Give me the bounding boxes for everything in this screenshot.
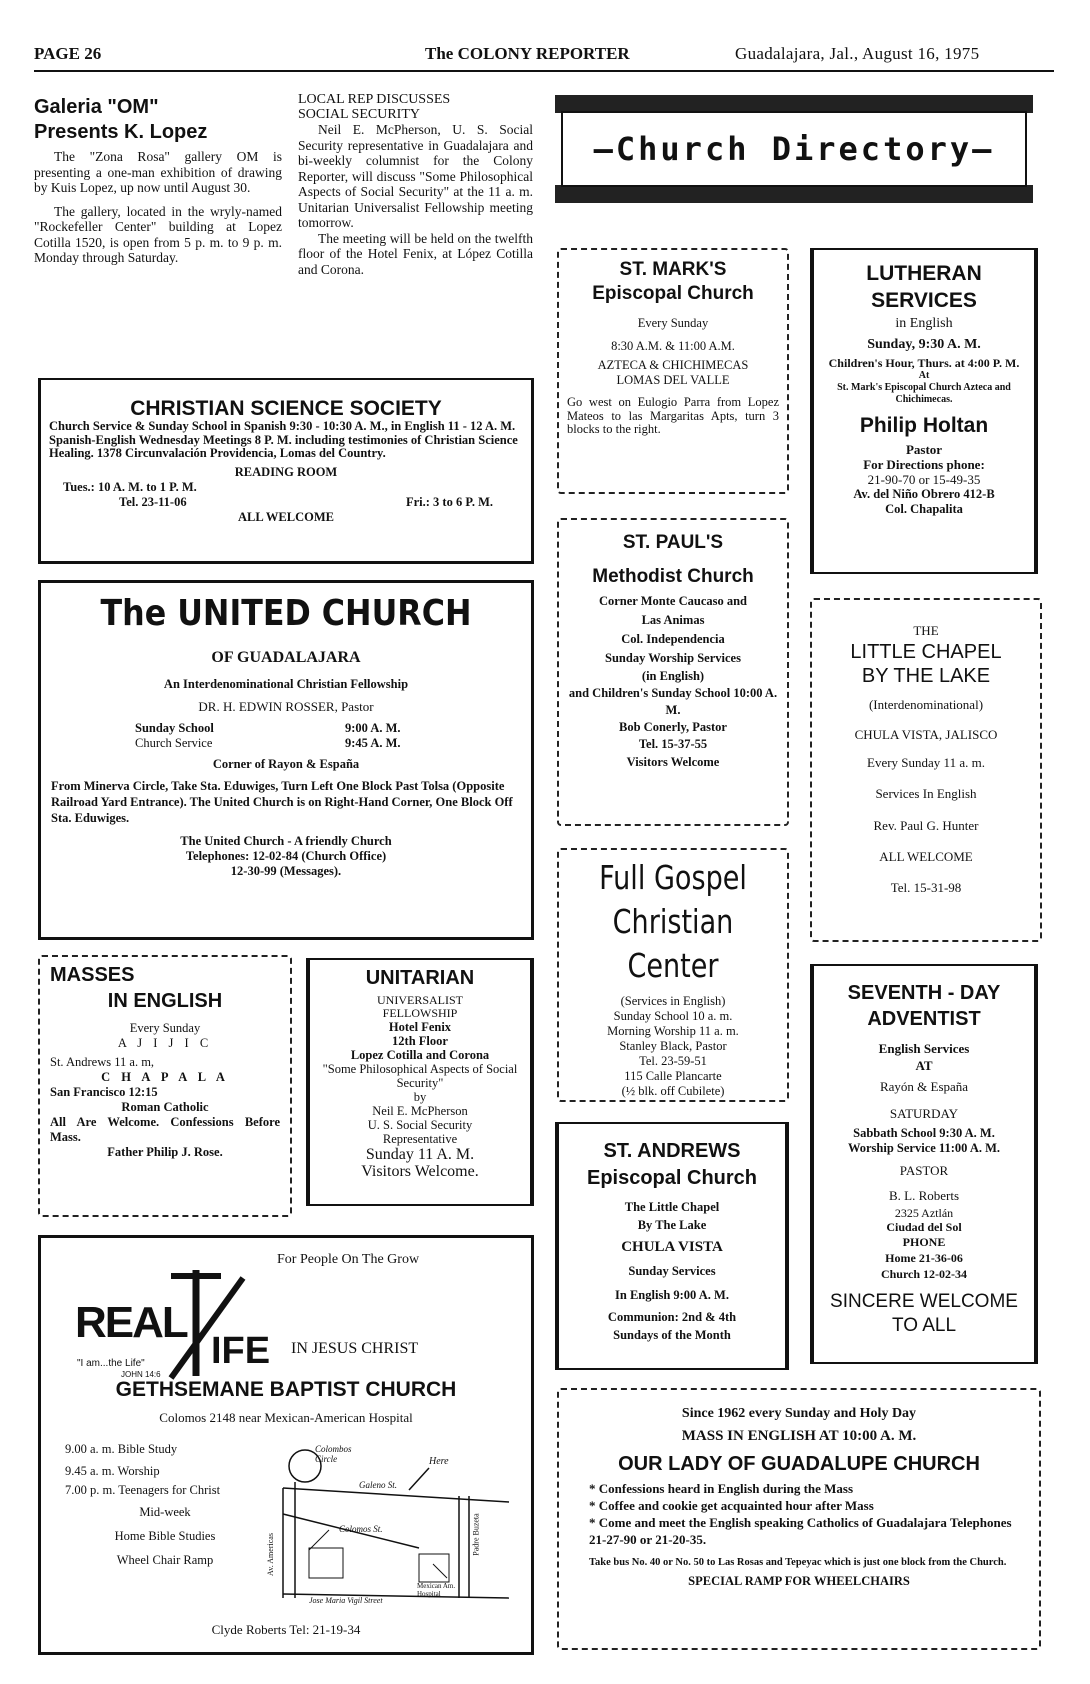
galeria-subtitle: Presents K. Lopez <box>34 121 208 143</box>
unitarian-line: by <box>413 1090 427 1104</box>
lutheran-line: Col. Chapalita <box>885 502 963 516</box>
map-label: Colombos Circle <box>315 1444 352 1464</box>
st-andrews-line: Communion: 2nd & 4th <box>607 1310 737 1324</box>
adventist-line: B. L. Roberts <box>888 1188 960 1203</box>
map-label: Jose Maria Vigil Street <box>309 1596 383 1605</box>
unitarian-line: Neil E. McPherson <box>372 1104 468 1118</box>
schedule-item: 7.00 p. m. Teenagers for Christ <box>65 1483 221 1497</box>
st-pauls-line: Bob Conerly, Pastor <box>619 720 727 734</box>
unitarian-line: UNIVERSALIST <box>377 993 463 1007</box>
guadalupe-title: OUR LADY OF GUADALUPE CHURCH <box>618 1453 980 1475</box>
cs-title: CHRISTIAN SCIENCE SOCIETY <box>130 397 442 420</box>
adventist-line: PASTOR <box>899 1163 949 1178</box>
masses-ad <box>38 955 292 1217</box>
united-time: 9:45 A. M. <box>345 736 401 750</box>
united-item: Sunday School <box>135 721 214 735</box>
location-map <box>265 1438 519 1606</box>
directory-title: —Church Directory— <box>593 130 995 168</box>
masses-town: A J I J I C <box>117 1036 213 1050</box>
st-andrews-line: CHULA VISTA <box>621 1239 723 1255</box>
adventist-line: Rayón & España <box>879 1079 969 1094</box>
adventist-subtitle: ADVENTIST <box>867 1008 981 1030</box>
united-time: 9:00 A. M. <box>345 721 401 735</box>
united-phones: Telephones: 12-02-84 (Church Office) <box>185 849 387 863</box>
dateline: Guadalajara, Jal., August 16, 1975 <box>735 44 980 63</box>
guadalupe-ad <box>557 1388 1041 1650</box>
masses-town: C H A P A L A <box>101 1070 229 1084</box>
logo-life: IFE <box>211 1330 271 1372</box>
united-schedule <box>51 721 521 751</box>
cs-reading-room: READING ROOM <box>234 464 338 479</box>
banner-frame <box>561 111 1027 187</box>
full-gospel-line: (½ blk. off Cubilete) <box>621 1084 725 1098</box>
schedule-item: Home Bible Studies <box>114 1529 216 1543</box>
banner-shade-bottom <box>555 185 1033 203</box>
localrep-title: LOCAL REP DISCUSSES <box>298 92 451 107</box>
st-andrews-title: ST. ANDREWS <box>603 1140 741 1162</box>
unitarian-line: Visitors Welcome. <box>361 1163 479 1180</box>
st-marks-ad <box>557 248 789 494</box>
lutheran-line: in English <box>895 316 953 331</box>
masses-subtitle: IN ENGLISH <box>107 990 223 1012</box>
united-directions: From Minerva Circle, Take Sta. Eduwiges, Turn Left One Block Past Tolsa (Opposite Railroad Yard Entrance). The United Church is on Right-Hand Corner, One Block Off Sta. Eduwiges. <box>51 779 513 825</box>
map-drawing <box>269 1438 519 1606</box>
adventist-line: Sabbath School 9:30 A. M. <box>853 1126 995 1140</box>
little-chapel-line: Tel. 15-31-98 <box>890 880 962 895</box>
united-fellowship: An Interdenominational Christian Fellowship <box>163 677 409 691</box>
header-rule <box>34 70 1054 72</box>
logo-quote: "I am...the Life" <box>77 1358 145 1369</box>
christian-science-ad <box>38 378 534 564</box>
map-label: Mexican Am. Hospital <box>417 1582 456 1598</box>
united-pastor: DR. H. EDWIN ROSSER, Pastor <box>198 699 374 714</box>
united-sub: OF GUADALAJARA <box>211 649 361 666</box>
lutheran-title: LUTHERAN <box>866 262 982 285</box>
lutheran-line: 21-90-70 or 15-49-35 <box>867 472 981 487</box>
united-corner: Corner of Rayon & España <box>212 757 360 771</box>
guadalupe-bullet: * Come and meet the English speaking Catholics of Guadalajara Telephones 21-27-90 or 21-20-35. <box>589 1515 1012 1547</box>
map-label: Padre Buzeta <box>471 1513 481 1556</box>
st-pauls-title: ST. PAUL'S <box>622 532 724 553</box>
gethsemane-schedule <box>65 1438 265 1572</box>
full-gospel-line: (Services in English) <box>620 994 726 1008</box>
united-title: The UNITED CHURCH <box>100 593 472 634</box>
adventist-line: Ciudad del Sol <box>886 1220 962 1234</box>
church-directory-banner <box>555 95 1033 203</box>
guadalupe-bus: Take bus No. 40 or No. 50 to Las Rosas and Tepeyac which is just one block from the Church. <box>589 1557 1007 1568</box>
unitarian-line: "Some Philosophical Aspects of Social Security" <box>322 1062 518 1090</box>
adventist-line: Church 12-02-34 <box>880 1267 968 1281</box>
cs-tel: Tel. 23-11-06 <box>119 494 187 509</box>
cs-welcome: ALL WELCOME <box>238 509 334 524</box>
guadalupe-ramp: SPECIAL RAMP FOR WHEELCHAIRS <box>688 1574 910 1588</box>
gethsemane-jesus: IN JESUS CHRIST <box>291 1340 419 1357</box>
st-marks-title: ST. MARK'S <box>619 259 727 280</box>
little-chapel-line: Every Sunday 11 a. m. <box>867 755 985 770</box>
masses-every: Every Sunday <box>129 1021 201 1035</box>
map-label: Colomos St. <box>339 1524 383 1534</box>
st-pauls-line: Visitors Welcome <box>626 755 720 769</box>
st-pauls-line: Corner Monte Caucaso and <box>598 594 748 608</box>
masses-line: Roman Catholic <box>121 1100 209 1114</box>
united-friendly: The United Church - A friendly Church <box>180 834 392 848</box>
st-pauls-subtitle: Methodist Church <box>592 566 754 587</box>
adventist-line: 2325 Aztlán <box>894 1206 954 1220</box>
lutheran-line: At <box>918 370 930 381</box>
unitarian-line: Sunday 11 A. M. <box>365 1146 475 1163</box>
unitarian-title: UNITARIAN <box>365 967 475 989</box>
page-number: PAGE 26 <box>34 44 102 63</box>
galeria-paragraph: The "Zona Rosa" gallery OM is presenting a one-man exhibition of drawing by Kuis Lopez, up now until August 30. <box>34 149 282 195</box>
schedule-item: Wheel Chair Ramp <box>116 1553 214 1567</box>
lutheran-subtitle: SERVICES <box>871 289 977 312</box>
st-andrews-line: Sundays of the Month <box>613 1328 731 1342</box>
st-marks-directions: Go west on Eulogio Parra from Lopez Mateos to las Margaritas Apts, turn 3 blocks to the right. <box>567 395 779 436</box>
adventist-title: SEVENTH - DAY <box>847 982 1001 1004</box>
st-andrews-ad <box>555 1122 789 1370</box>
gethsemane-grow: For People On The Grow <box>277 1252 420 1267</box>
lutheran-line: Children's Hour, Thurs. at 4:00 P. M. <box>828 356 1020 370</box>
st-marks-subtitle: Episcopal Church <box>592 283 754 304</box>
cs-row <box>49 495 523 510</box>
guadalupe-line: Since 1962 every Sunday and Holy Day <box>681 1406 917 1421</box>
st-andrews-line: Sunday Services <box>628 1264 716 1278</box>
adventist-line: AT <box>915 1058 933 1073</box>
logo-real: REAL <box>75 1298 187 1347</box>
full-gospel-ad <box>557 848 789 1102</box>
lutheran-line: Av. del Niño Obrero 412-B <box>853 487 995 501</box>
st-marks-every: Every Sunday <box>637 316 709 330</box>
galeria-paragraph: The gallery, located in the wryly-named "Rockefeller Center" building at Lopez Cotilla 1520, is open from 5 p. m. to 9 p. m. Monday through Saturday. <box>34 203 282 265</box>
st-marks-addr: LOMAS DEL VALLE <box>616 373 730 387</box>
masses-line: Father Philip J. Rose. <box>107 1145 223 1159</box>
united-church-ad <box>38 580 534 940</box>
masses-line: St. Andrews 11 a. m, <box>50 1055 155 1069</box>
little-chapel-line: (Interdenominational) <box>868 697 984 712</box>
little-chapel-ad <box>810 598 1042 942</box>
st-marks-times: 8:30 A.M. & 11:00 A.M. <box>611 339 735 353</box>
adventist-welcome: SINCERE WELCOME <box>830 1291 1018 1312</box>
adventist-line: Home 21-36-06 <box>885 1251 963 1265</box>
little-chapel-line: CHULA VISTA, JALISCO <box>854 727 998 742</box>
little-chapel-title: LITTLE CHAPEL <box>850 641 1002 663</box>
adventist-ad <box>810 964 1038 1364</box>
little-chapel-line: THE <box>913 623 939 638</box>
lutheran-pastor: Philip Holtan <box>859 414 989 437</box>
newspaper-name: The COLONY REPORTER <box>425 44 630 63</box>
schedule-item: 9.45 a. m. Worship <box>65 1464 160 1478</box>
st-andrews-subtitle: Episcopal Church <box>586 1167 758 1189</box>
full-gospel-line: Sunday School 10 a. m. <box>613 1009 733 1023</box>
st-pauls-line: Tel. 15-37-55 <box>638 737 708 751</box>
unitarian-line: Hotel Fenix <box>388 1020 452 1034</box>
galeria-title: Galeria "OM" <box>34 96 159 118</box>
lutheran-line: St. Mark's Episcopal Church Azteca and Chichimecas. <box>837 382 1011 405</box>
little-chapel-line: ALL WELCOME <box>879 849 973 864</box>
cs-body: Church Service & Sunday School in Spanish 9:30 - 10:30 A. M., in English 11 - 12 A. M. Spanish-English Wednesday Meetings 8 P. M. including testimonies of Christian Science Healing. 1378 Circunvalación Providencia, Lomas del Country. <box>49 419 518 460</box>
st-andrews-line: In English 9:00 A. M. <box>615 1288 729 1302</box>
full-gospel-line: Tel. 23-59-51 <box>639 1054 707 1068</box>
localrep-title: SOCIAL SECURITY <box>298 107 420 122</box>
little-chapel-line: Rev. Paul G. Hunter <box>873 818 979 833</box>
gethsemane-address: Colomos 2148 near Mexican-American Hospital <box>159 1410 413 1425</box>
cs-tues: Tues.: 10 A. M. to 1 P. M. <box>63 479 197 494</box>
adventist-line: Worship Service 11:00 A. M. <box>847 1141 1001 1155</box>
adventist-line: PHONE <box>902 1235 946 1249</box>
unitarian-ad <box>306 958 534 1206</box>
full-gospel-line: 115 Calle Plancarte <box>624 1069 722 1083</box>
unitarian-line: Lopez Cotilla and Corona <box>350 1048 490 1062</box>
logo-verse: JOHN 14:6 <box>121 1370 161 1379</box>
st-andrews-line: The Little Chapel <box>624 1200 720 1214</box>
cs-fri: Fri.: 3 to 6 P. M. <box>405 494 493 509</box>
masses-title: MASSES <box>50 964 135 986</box>
localrep-paragraph: Neil E. McPherson, U. S. Social Security representative in Guadalajara and bi-weekly columnist for the Colony Reporter, will discuss "Some Philosophical Aspects of Social Security" at the 11 a. m. Unitarian Universalist Fellowship meeting tomorrow. <box>298 122 533 230</box>
st-pauls-line: Las Animas <box>641 613 705 627</box>
gethsemane-contact: Clyde Roberts Tel: 21-19-34 <box>211 1622 361 1637</box>
localrep-article <box>298 92 533 277</box>
unitarian-line: FELLOWSHIP <box>382 1006 458 1020</box>
galeria-article <box>34 95 282 266</box>
unitarian-line: 12th Floor <box>392 1034 448 1048</box>
united-item: Church Service <box>135 736 213 750</box>
st-pauls-line: and Children's Sunday School 10:00 A. M. <box>568 686 778 717</box>
little-chapel-title: BY THE LAKE <box>861 665 991 687</box>
st-marks-addr: AZTECA & CHICHIMECAS <box>597 358 749 372</box>
full-gospel-title: Center <box>627 946 719 985</box>
map-label: Here <box>429 1456 449 1467</box>
lutheran-line: For Directions phone: <box>863 457 985 472</box>
guadalupe-mass: MASS IN ENGLISH AT 10:00 A. M. <box>681 1428 917 1444</box>
map-label: Av. Americas <box>265 1533 275 1576</box>
lutheran-line: Pastor <box>905 442 943 457</box>
guadalupe-bullet: * Confessions heard in English during the Mass <box>589 1481 854 1496</box>
united-messages: 12-30-99 (Messages). <box>230 864 342 878</box>
map-label: Galeno St. <box>359 1480 397 1490</box>
st-pauls-line: Col. Independencia <box>621 632 725 646</box>
schedule-item: 9.00 a. m. Bible Study <box>65 1442 178 1456</box>
st-pauls-line: (in English) <box>641 669 705 683</box>
gethsemane-ad <box>38 1235 534 1655</box>
st-andrews-line: By The Lake <box>637 1218 707 1232</box>
adventist-line: SATURDAY <box>889 1106 959 1121</box>
schedule-item: Mid-week <box>139 1505 191 1519</box>
localrep-paragraph: The meeting will be held on the twelfth floor of the Hotel Fenix, at López Cotilla and Corona. <box>298 230 533 277</box>
guadalupe-bullet: * Coffee and cookie get acquainted hour after Mass <box>589 1498 874 1513</box>
full-gospel-line: Stanley Black, Pastor <box>619 1039 727 1053</box>
real-life-logo <box>71 1268 281 1388</box>
masses-line: All Are Welcome. Confessions Before Mass. <box>50 1115 280 1144</box>
lutheran-line: Sunday, 9:30 A. M. <box>867 337 981 352</box>
unitarian-line: Representative <box>382 1132 458 1146</box>
full-gospel-title: Christian <box>612 902 734 941</box>
full-gospel-line: Morning Worship 11 a. m. <box>607 1024 739 1038</box>
st-pauls-ad <box>557 518 789 826</box>
st-pauls-line: Sunday Worship Services <box>605 651 741 665</box>
little-chapel-line: Services In English <box>875 786 977 801</box>
gethsemane-title: GETHSEMANE BAPTIST CHURCH <box>115 1378 457 1401</box>
full-gospel-title: Full Gospel <box>599 858 747 897</box>
unitarian-line: U. S. Social Security <box>367 1118 473 1132</box>
adventist-welcome: TO ALL <box>891 1315 957 1336</box>
masses-line: San Francisco 12:15 <box>50 1085 158 1099</box>
lutheran-ad <box>810 248 1038 574</box>
adventist-line: English Services <box>878 1041 970 1056</box>
